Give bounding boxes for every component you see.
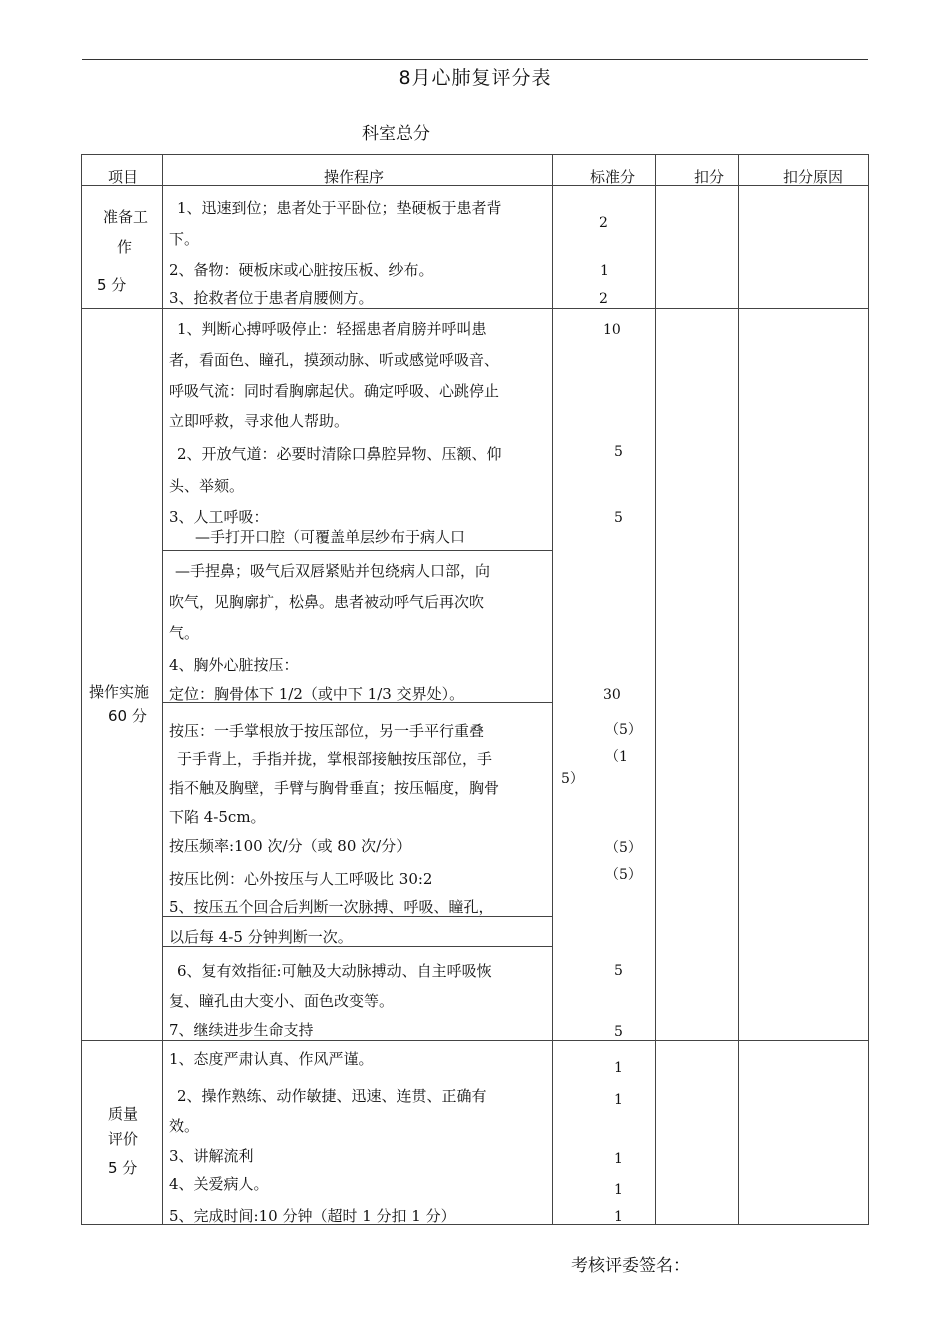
procedure-line: 按压：一手掌根放于按压部位，另一手平行重叠 — [169, 722, 485, 740]
standard-score: 30 — [603, 687, 621, 703]
procedure-line: 立即呼救，寻求他人帮助。 — [169, 412, 350, 430]
table-border-left — [81, 154, 82, 1225]
procedure-line: 4、关爱病人。 — [169, 1175, 269, 1193]
procedure-line: 3、抢救者位于患者肩腰侧方。 — [169, 289, 374, 307]
standard-score: 1 — [614, 1151, 623, 1167]
table-border-top — [81, 154, 868, 155]
procedure-line: 2、开放气道：必要时清除口鼻腔异物、压额、仰 — [177, 445, 502, 463]
procedure-line: 定位：胸骨体下 1/2（或中下 1/3 交界处）。 — [169, 685, 465, 703]
section-prep-points: 5 分 — [97, 276, 127, 294]
column-divider — [655, 154, 656, 1225]
section-quality-label: 评价 — [108, 1130, 139, 1148]
procedure-line: 5、完成时间:10 分钟（超时 1 分扣 1 分） — [169, 1207, 456, 1225]
procedure-line: 5、按压五个回合后判断一次脉搏、呼吸、瞳孔， — [169, 898, 494, 916]
standard-score: 1 — [614, 1092, 623, 1108]
procedure-line: 指不触及胸壁，手臂与胸骨垂直；按压幅度，胸骨 — [169, 779, 500, 797]
procedure-line: 4、胸外心脏按压： — [169, 656, 299, 674]
standard-score: 1 — [600, 263, 609, 279]
procedure-line: 按压频率:100 次/分（或 80 次/分） — [169, 837, 412, 855]
procedure-line: 1、迅速到位；患者处于平卧位；垫硬板于患者背 — [177, 199, 502, 217]
procedure-line: 2、备物：硬板床或心脏按压板、纱布。 — [169, 261, 434, 279]
standard-score: （1 — [605, 749, 628, 765]
header-deduction: 扣分 — [694, 168, 725, 186]
standard-score: 5 — [614, 1024, 623, 1040]
table-border-right — [868, 154, 869, 1225]
standard-score: 1 — [614, 1182, 623, 1198]
department-total-label: 科室总分 — [362, 124, 430, 144]
standard-score: 10 — [603, 322, 621, 338]
procedure-line: 吹气，见胸廓扩，松鼻。患者被动呼气后再次吹 — [169, 593, 485, 611]
procedure-line: —手捏鼻；吸气后双唇紧贴并包绕病人口部，向 — [175, 562, 491, 580]
section-prep-label: 作 — [117, 238, 133, 256]
standard-score: 5） — [561, 771, 584, 787]
procedure-line: 按压比例：心外按压与人工呼吸比 30:2 — [169, 870, 433, 888]
section-prep-label: 准备工 — [103, 208, 149, 226]
procedure-line: —手打开口腔（可覆盖单层纱布于病人口 — [195, 528, 466, 546]
standard-score: 5 — [614, 444, 623, 460]
procedure-line: 3、人工呼吸： — [169, 508, 269, 526]
standard-score: （5） — [605, 722, 642, 738]
standard-score: （5） — [605, 867, 642, 883]
procedure-line: 1、态度严肃认真、作风严谨。 — [169, 1050, 374, 1068]
header-standard-score: 标准分 — [590, 168, 636, 186]
procedure-line: 呼吸气流：同时看胸廓起伏。确定呼吸、心跳停止 — [169, 382, 500, 400]
procedure-line: 气。 — [169, 624, 200, 642]
signature-label: 考核评委签名： — [571, 1256, 690, 1276]
section-quality-points: 5 分 — [108, 1159, 138, 1177]
column-divider — [162, 154, 163, 1225]
procedure-divider — [163, 550, 553, 551]
standard-score: 1 — [614, 1060, 623, 1076]
header-deduction-reason: 扣分原因 — [783, 168, 844, 186]
procedure-line: 7、继续进步生命支持 — [169, 1021, 314, 1039]
standard-score: 1 — [614, 1209, 623, 1225]
procedure-line: 1、判断心搏呼吸停止：轻摇患者肩膀并呼叫患 — [177, 320, 487, 338]
header-procedure: 操作程序 — [324, 168, 385, 186]
procedure-line: 者，看面色、瞳孔，摸颈动脉、听或感觉呼吸音、 — [169, 351, 500, 369]
page-title: 8月心肺复评分表 — [398, 67, 552, 89]
standard-score: 5 — [614, 963, 623, 979]
procedure-line: 6、复有效指征:可触及大动脉搏动、自主呼吸恢 — [177, 962, 492, 980]
procedure-line: 复、瞳孔由大变小、面色改变等。 — [169, 992, 395, 1010]
procedure-line: 于手背上，手指并拢，掌根部接触按压部位，手 — [177, 750, 493, 768]
procedure-line: 下。 — [169, 230, 200, 248]
procedure-line: 2、操作熟练、动作敏捷、迅速、连贯、正确有 — [177, 1087, 487, 1105]
procedure-line: 下陷 4-5cm。 — [169, 808, 266, 826]
prep-section-divider — [81, 308, 868, 309]
section-op-points: 60 分 — [108, 707, 147, 725]
procedure-line: 以后每 4-5 分钟判断一次。 — [169, 928, 353, 946]
section-op-label: 操作实施 — [89, 683, 150, 701]
column-divider — [738, 154, 739, 1225]
procedure-line: 头、举颏。 — [169, 477, 245, 495]
column-divider — [552, 154, 553, 1225]
header-item: 项目 — [108, 168, 139, 186]
section-quality-label: 质量 — [108, 1105, 139, 1123]
top-rule — [82, 59, 868, 60]
standard-score: （5） — [605, 840, 642, 856]
op-section-divider — [81, 1040, 868, 1041]
procedure-line: 3、讲解流利 — [169, 1147, 254, 1165]
standard-score: 5 — [614, 510, 623, 526]
header-row-divider — [81, 185, 868, 186]
standard-score: 2 — [599, 291, 608, 307]
procedure-line: 效。 — [169, 1117, 200, 1135]
standard-score: 2 — [599, 215, 608, 231]
